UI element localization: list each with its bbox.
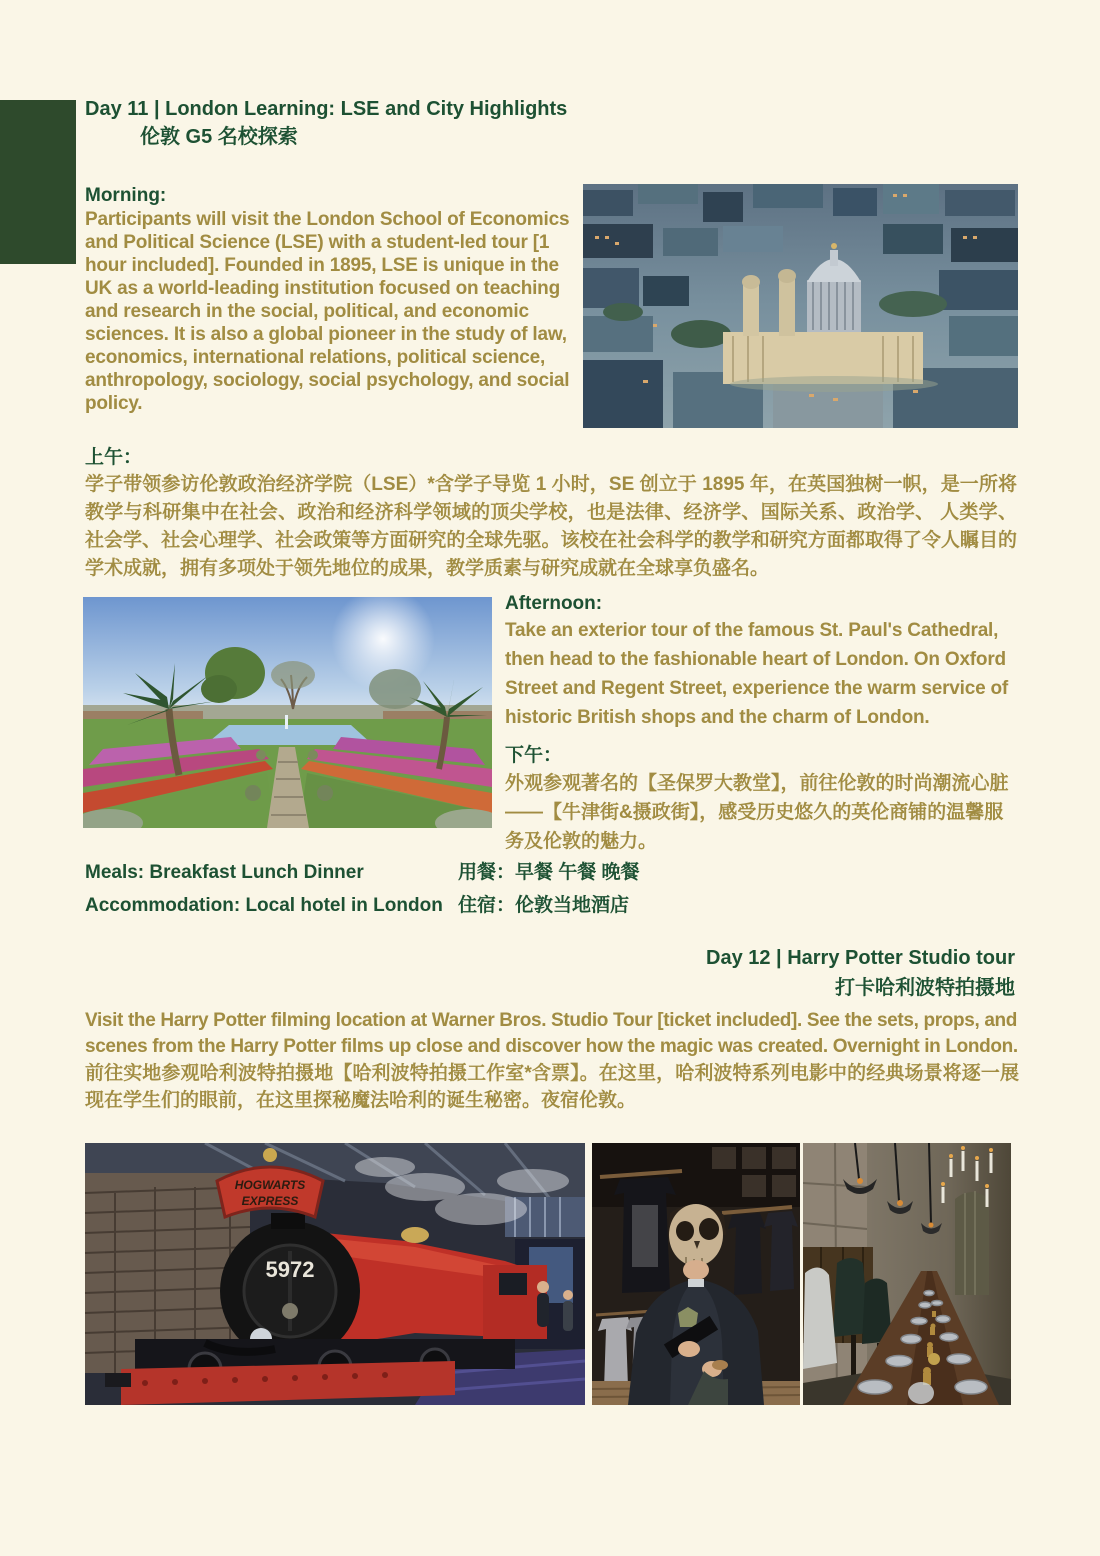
afternoon-heading: Afternoon: [505,593,603,614]
london-st-pauls-aerial-image [583,184,1018,428]
meals-accommodation-en [85,856,443,922]
afternoon-zh-section [505,742,1020,856]
meals-line-zh: 用餐：早餐 午餐 晚餐 [458,862,640,883]
afternoon-zh-paragraph: 外观参观著名的【圣保罗大教堂】，前往伦敦的时尚潮流心脏——【牛津街&摄政街】，感受历史悠久的英伦商铺的温馨服务及伦敦的魅力。 [505,773,1009,852]
shop-illustration [592,1143,800,1405]
day12-paragraph-zh: 前往实地参观哈利波特拍摄地【哈利波特拍摄工作室*含票】。在这里，哈利波特系列电影中的经典场景将逐一展现在学生们的眼前，在这里探秘魔法哈利的诞生秘密。夜宿伦敦。 [85,1063,1019,1111]
great-hall-illustration [803,1143,1011,1405]
london-aerial-illustration [583,184,1018,428]
accommodation-line-en: Accommodation: Local hotel in London [85,895,443,916]
morning-heading: Morning: [85,185,167,206]
morning-zh-section [85,444,1017,583]
studio-shop-skull-mask-image [592,1143,800,1405]
afternoon-paragraph: Take an exterior tour of the famous St. Paul's Cathedral, then head to the fashionable heart of London. On Oxford Street and Regent Street, experience the warm service of historic British shops and the charm of London. [505,620,1009,728]
sunken-garden-image [83,597,492,828]
meals-accommodation-zh [458,856,640,922]
day12-title-zh: 打卡哈利波特拍摄地 [835,977,1015,999]
train-illustration [85,1143,585,1405]
garden-illustration [83,597,492,828]
day12-paragraph-en: Visit the Harry Potter filming location at Warner Bros. Studio Tour [ticket included]. See the sets, props, and scenes from the Harry Potter films up close and discover how the magic was created. Overnight in London. [85,1010,1018,1057]
day12-title [706,943,1015,1003]
meals-line-en: Meals: Breakfast Lunch Dinner [85,862,364,883]
banner-top-text: HOGWARTS [234,1178,306,1192]
day11-title-zh: 伦敦 G5 名校探索 [140,126,298,148]
banner-bottom-text: EXPRESS [241,1194,299,1208]
day11-title-en: Day 11 | London Learning: LSE and City Highlights [85,98,568,120]
afternoon-section [505,592,1020,732]
left-accent-bar [0,100,76,264]
accommodation-line-zh: 住宿：伦敦当地酒店 [458,895,630,916]
morning-section [85,184,585,415]
day12-title-en: Day 12 | Harry Potter Studio tour [706,947,1015,969]
loco-number-text: 5972 [265,1257,315,1282]
day12-body [85,1008,1019,1114]
great-hall-image [803,1143,1011,1405]
morning-zh-paragraph: 学子带领参访伦敦政治经济学院（LSE）*含学子导览 1 小时，SE 创立于 1895 年，在英国独树一帜，是一所将教学与科研集中在社会、政治和经济科学领域的顶尖学校，也是法律、经济学、国际关系、政治学、 人类学、社会学、社会心理学、社会政策等方面研究的全球先驱。该校在社会科学的教学和研究方面都取得了令人瞩目的学术成就，拥有多项处于领先地位的成果，教学质素与研究成就在全球享负盛名。 [85,474,1017,579]
day11-title [85,95,567,151]
hogwarts-express-image [85,1143,585,1405]
morning-zh-heading: 上午： [85,447,143,468]
afternoon-zh-heading: 下午： [505,745,563,766]
morning-paragraph: Participants will visit the London School of Economics and Political Science (LSE) with a student-led tour [1 hour included]. Founded in 1895, LSE is unique in the UK as a world-leading institution focused on teaching and research in the social, political, and economic sciences. It is also a global pioneer in the study of law, economics, international relations, political science, anthropology, sociology, social psychology, and social policy. [85,209,570,414]
